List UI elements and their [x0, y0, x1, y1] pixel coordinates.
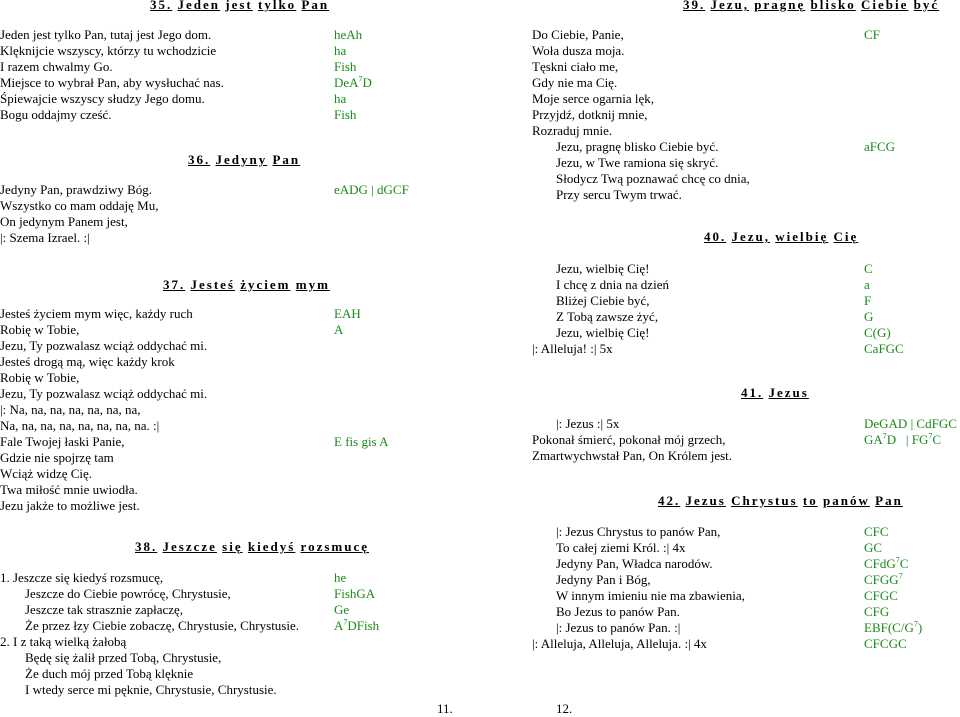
chord-line: C	[864, 261, 873, 276]
chord-line: DeA$^7$D	[334, 74, 372, 90]
lyric-line: Jesteś drogą mą, więc każdy krok	[0, 354, 175, 369]
lyric-line: |: Alleluja, Alleluja, Alleluja. :| 4x	[532, 636, 707, 651]
lyric-line: Słodycz Twą poznawać chcę co dnia,	[556, 171, 750, 186]
song-42-title	[658, 493, 903, 509]
title-word: Pan	[301, 0, 330, 12]
song-37-title	[163, 277, 330, 293]
lyric-line: I wtedy serce mi pęknie, Chrystusie, Chrystusie.	[25, 682, 277, 697]
lyric-line: I razem chwalmy Go.	[0, 59, 113, 74]
title-word: jest	[225, 0, 253, 12]
lyric-line: Jedyny Pan, prawdziwy Bóg.	[0, 182, 153, 197]
chord-line: Fish	[334, 107, 357, 122]
lyric-line: Wszystko co mam oddaję Mu,	[0, 198, 159, 213]
chord-line: $GA^7D$ | $FG^7C$	[864, 431, 942, 447]
lyric-line: |: Alleluja! :| 5x	[532, 341, 613, 356]
lyric-line: Robię w Tobie,	[0, 370, 80, 385]
lyric-line: Jedyny Pan i Bóg,	[556, 572, 651, 587]
song-36-title	[188, 152, 300, 168]
lyric-line: Tęskni ciało me,	[532, 59, 619, 74]
title-word: to	[802, 493, 818, 508]
lyric-line: Jezu, Ty pozwalasz wciąż oddychać mi.	[0, 338, 208, 353]
lyric-line: Rozraduj mnie.	[532, 123, 613, 138]
lyric-line: Bliżej Ciebie być,	[556, 293, 650, 308]
lyric-line: I chcę z dnia na dzień	[556, 277, 669, 292]
chord-line: FishGA	[334, 586, 376, 601]
title-word: Jezu,	[731, 229, 771, 244]
title-word: Pan	[272, 152, 301, 167]
lyric-line: Jezu jakże to możliwe jest.	[0, 498, 140, 513]
lyric-line: |: Na, na, na, na, na, na, na,	[0, 402, 141, 417]
chord-line: A	[334, 322, 344, 337]
chord-line: CaFGC	[864, 341, 904, 356]
title-word: Jeden	[177, 0, 220, 12]
song-number: 36.	[188, 152, 211, 167]
song-number: 35.	[150, 0, 173, 12]
song-41-title	[741, 385, 809, 401]
chord-line: CFdG$^7$C	[864, 555, 909, 571]
page-number-left: 11.	[437, 701, 453, 716]
chord-line: EAH	[334, 306, 361, 321]
song-number: 39.	[683, 0, 706, 12]
lyric-line: Przy sercu Twym trwać.	[556, 187, 682, 202]
title-word: blisko	[810, 0, 856, 12]
title-word: panów	[823, 493, 870, 508]
lyric-line: |: Szema Izrael. :|	[0, 230, 90, 245]
title-word: Cię	[833, 229, 859, 244]
title-word: Ciebie	[861, 0, 909, 12]
title-word: rozsmucę	[300, 539, 369, 554]
lyric-line: Bogu oddajmy cześć.	[0, 107, 112, 122]
chord-line: $A^7DFish$	[334, 617, 380, 633]
lyric-line: Jezu, wielbię Cię!	[556, 325, 650, 340]
lyric-line: Do Ciebie, Panie,	[532, 27, 624, 42]
song-number: 42.	[658, 493, 681, 508]
chord-line: DeGAD | CdFGC	[864, 416, 957, 431]
lyric-line: Jezu, w Twe ramiona się skryć.	[556, 155, 719, 170]
title-word: kiedyś	[247, 539, 296, 554]
lyric-line: |: Jezus to panów Pan. :|	[556, 620, 681, 635]
lyric-line: Jeszcze tak strasznie zapłaczę,	[25, 602, 184, 617]
lyric-line: Bo Jezus to panów Pan.	[556, 604, 680, 619]
lyric-line: Jesteś życiem mym więc, każdy ruch	[0, 306, 193, 321]
lyric-line: Moje serce ogarnia lęk,	[532, 91, 655, 106]
lyric-line: On jedynym Panem jest,	[0, 214, 128, 229]
chord-line: CFC	[864, 524, 889, 539]
chord-line: E fis gis A	[334, 434, 389, 449]
song-39-title	[683, 0, 939, 13]
chord-line: heAh	[334, 27, 363, 42]
lyric-line: Jedyny Pan, Władca narodów.	[556, 556, 713, 571]
song-number: 41.	[741, 385, 764, 400]
lyric-line: |: Jezus Chrystus to panów Pan,	[556, 524, 721, 539]
title-word: Jesteś	[190, 277, 235, 292]
chord-line: aFCG	[864, 139, 896, 154]
chord-line: he	[334, 570, 347, 585]
chord-line: a	[864, 277, 870, 292]
lyric-line: Miejsce to wybrał Pan, aby wysłuchać nas.	[0, 75, 224, 90]
lyric-line: W innym imieniu nie ma zbawienia,	[556, 588, 745, 603]
chord-line: G	[864, 309, 874, 324]
lyric-line: Z Tobą zawsze żyć,	[556, 309, 659, 324]
song-number: 37.	[163, 277, 186, 292]
chord-line: Ge	[334, 602, 350, 617]
title-word: Jedyny	[215, 152, 268, 167]
title-word: mym	[295, 277, 330, 292]
lyric-line: 1. Jeszcze się kiedyś rozsmucę,	[0, 570, 164, 585]
lyric-line: Będę się żalił przed Tobą, Chrystusie,	[25, 650, 222, 665]
lyric-line: To całej ziemi Król. :| 4x	[556, 540, 686, 555]
lyric-line: Przyjdź, dotknij mnie,	[532, 107, 648, 122]
lyric-line: Fale Twojej łaski Panie,	[0, 434, 125, 449]
title-word: życiem	[240, 277, 291, 292]
title-word: Jezus	[685, 493, 726, 508]
title-word: tylko	[258, 0, 297, 12]
lyric-line: Jezu, pragnę blisko Ciebie być.	[556, 139, 719, 154]
title-word: Jezu,	[710, 0, 750, 12]
lyric-line: Zmartwychwstał Pan, On Królem jest.	[532, 448, 733, 463]
chord-line: C(G)	[864, 325, 891, 340]
title-word: się	[222, 539, 243, 554]
chord-line: CFGG$^7$	[864, 571, 903, 587]
lyric-line: Śpiewajcie wszyscy słudzy Jego domu.	[0, 91, 205, 106]
title-word: Pan	[875, 493, 903, 508]
lyric-line: Jezu, Ty pozwalasz wciąż oddychać mi.	[0, 386, 208, 401]
chord-line: CFCGC	[864, 636, 907, 651]
title-word: Jeszcze	[162, 539, 217, 554]
chord-line: ha	[334, 91, 347, 106]
chord-line: CFG	[864, 604, 890, 619]
lyric-line: Jezu, wielbię Cię!	[556, 261, 650, 276]
title-word: wielbię	[775, 229, 829, 244]
chord-line: CF	[864, 27, 880, 42]
chord-line: eADG | dGCF	[334, 182, 409, 197]
chord-line: F	[864, 293, 872, 308]
title-word: Jezus	[768, 385, 809, 400]
lyric-line: Że przez łzy Ciebie zobaczę, Chrystusie, Chrystusie.	[25, 618, 299, 633]
lyric-line: Robię w Tobie,	[0, 322, 80, 337]
song-38-title	[135, 539, 369, 555]
lyric-line: Woła dusza moja.	[532, 43, 625, 58]
lyric-line: Klęknijcie wszyscy, którzy tu wchodzicie	[0, 43, 217, 58]
song-35-title	[150, 0, 329, 13]
song-number: 38.	[135, 539, 158, 554]
chord-line: $EBF(C/G^7)$	[864, 619, 923, 635]
title-word: być	[913, 0, 940, 12]
lyric-line: 2. I z taką wielką żałobą	[0, 634, 127, 649]
song-40-title	[704, 229, 858, 245]
song-number: 40.	[704, 229, 727, 244]
lyric-line: Na, na, na, na, na, na, na, na. :|	[0, 418, 160, 433]
lyric-line: Gdy nie ma Cię.	[532, 75, 618, 90]
title-word: Chrystus	[731, 493, 798, 508]
lyric-line: Gdzie nie spojrzę tam	[0, 450, 114, 465]
lyric-line: Że duch mój przed Tobą klęknie	[25, 666, 194, 681]
chord-line: GC	[864, 540, 883, 555]
title-word: pragnę	[754, 0, 806, 12]
lyric-line: |: Jezus :| 5x	[556, 416, 620, 431]
chord-line: CFGC	[864, 588, 898, 603]
lyric-line: Jeden jest tylko Pan, tutaj jest Jego dom.	[0, 27, 212, 42]
lyric-line: Pokonał śmierć, pokonał mój grzech,	[532, 432, 726, 447]
page-number-right: 12.	[556, 701, 573, 716]
lyric-line: Twa miłość mnie uwiodła.	[0, 482, 138, 497]
chord-line: Fish	[334, 59, 357, 74]
lyric-line: Jeszcze do Ciebie powrócę, Chrystusie,	[25, 586, 231, 601]
chord-line: ha	[334, 43, 347, 58]
lyric-line: Wciąż widzę Cię.	[0, 466, 93, 481]
